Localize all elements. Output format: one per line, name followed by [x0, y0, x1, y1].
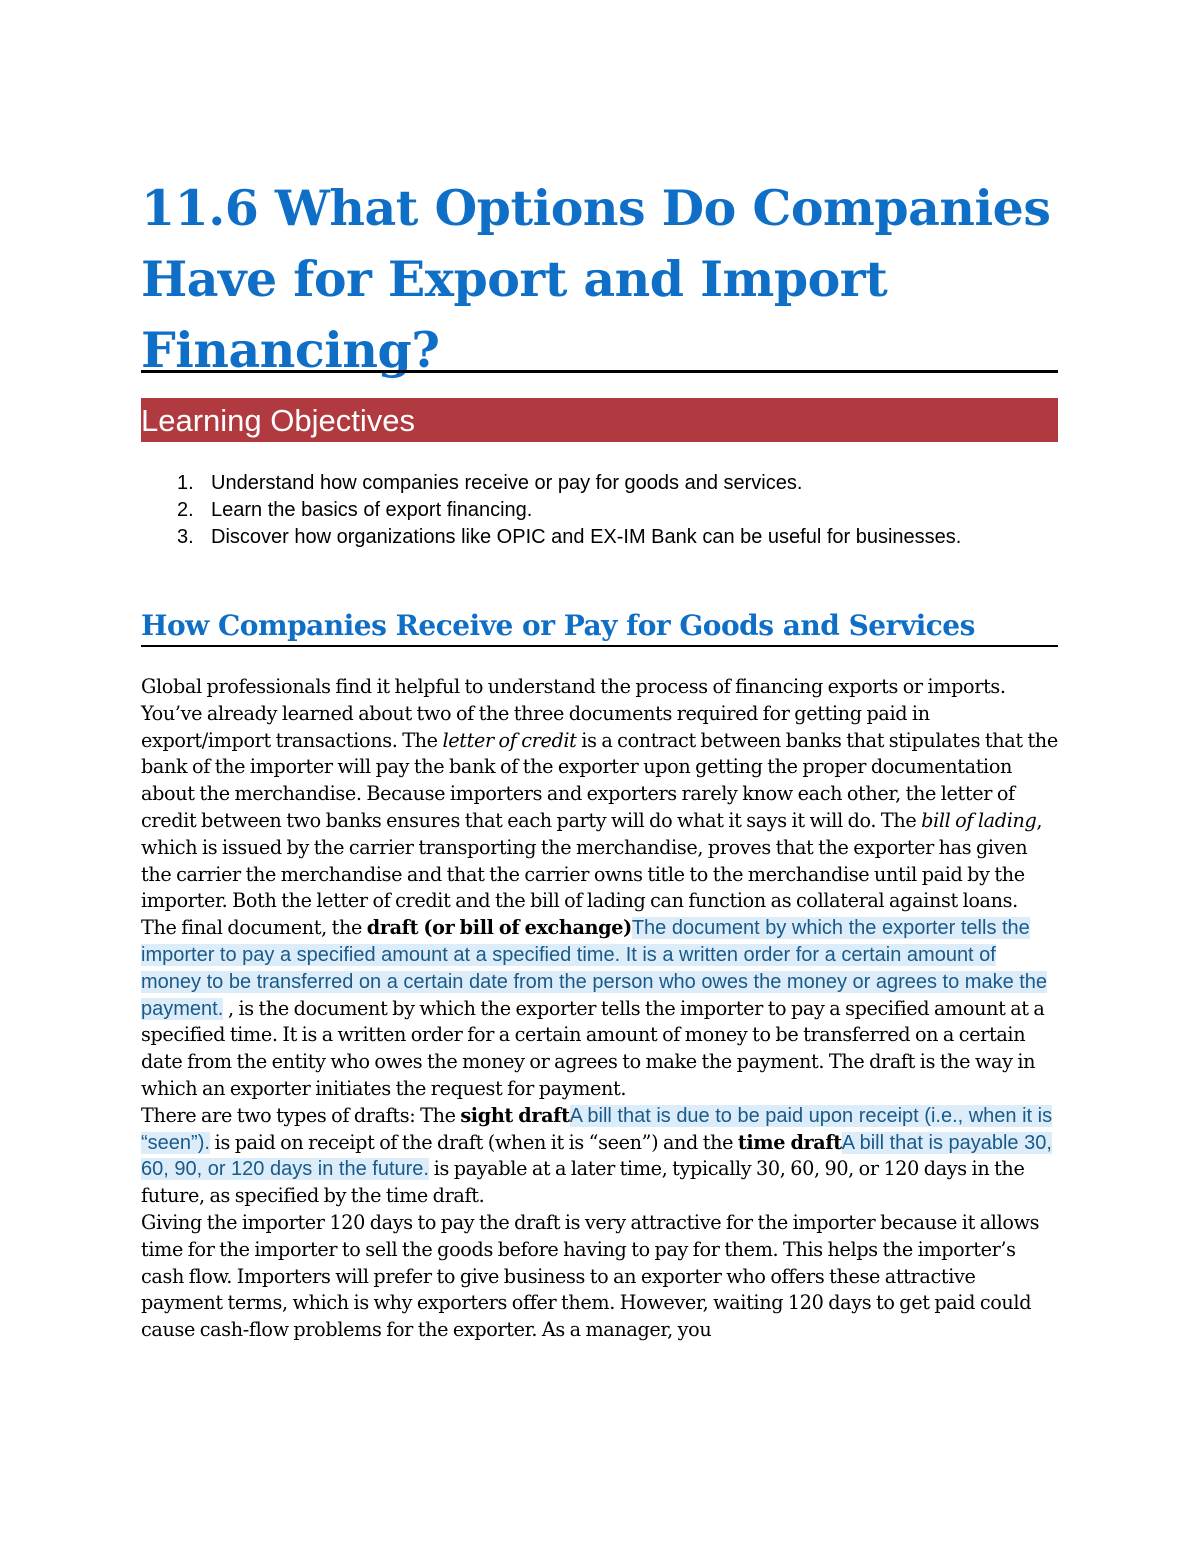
text-run: is paid on receipt of the draft (when it is “seen”) and the — [209, 1130, 738, 1154]
term-draft: draft (or bill of exchange) — [366, 916, 632, 940]
title-divider — [141, 370, 1058, 373]
objective-number: 1. — [177, 472, 194, 494]
objective-item — [141, 470, 1058, 497]
term-bill-of-lading: bill of lading — [921, 808, 1037, 832]
objective-text: Learn the basics of export financing. — [211, 499, 533, 521]
term-time-draft: time draft — [737, 1130, 842, 1154]
text-run: Global professionals find it helpful to understand the process of financing exports or imports. You’ve already learned about two of the three documents required for getting paid in export/import transactions. The — [141, 675, 1006, 752]
learning-objectives-list — [141, 470, 1058, 551]
glossary-definition-sight-draft: A bill that is due to be paid upon receipt (i.e., when it is “seen”). — [141, 1104, 1053, 1154]
learning-objectives-heading: Learning Objectives — [141, 403, 415, 438]
objective-item — [141, 524, 1058, 551]
page-title: 11.6 What Options Do Companies Have for Export and Import Financing? — [141, 179, 1051, 379]
objective-number: 2. — [177, 499, 194, 521]
section-divider — [141, 645, 1058, 647]
body-text — [141, 674, 1058, 1344]
learning-objectives-banner — [141, 398, 1058, 442]
text-run: , is the document by which the exporter tells the importer to pay a specified amount at a specified time. It is a written order for a certain amount of money to be transferred on a certain date from the entity who owes the money or agrees to make the payment. The draft is the way in which an exporter initiates the request for payment. — [141, 996, 1045, 1100]
glossary-definition-draft: The document by which the exporter tells the importer to pay a specified amount at a specified time. It is a written order for a certain amount of money to be transferred on a certain date from the person who owes the money or agrees to make the payment. — [141, 917, 1048, 1020]
objective-text: Understand how companies receive or pay for goods and services. — [211, 472, 803, 494]
paragraph-payment-terms: Giving the importer 120 days to pay the draft is very attractive for the importer because it allows time for the importer to sell the goods before having to pay for them. This helps the importer’s cash flow. Importers will prefer to give business to an exporter who offers these attractive payment terms, which is why exporters offer them. However, waiting 120 days to get paid could cause cash-flow problems for the exporter. As a manager, you — [141, 1210, 1040, 1342]
section-heading: How Companies Receive or Pay for Goods and Services — [141, 609, 975, 642]
objective-text: Discover how organizations like OPIC and EX-IM Bank can be useful for businesses. — [211, 526, 962, 548]
objective-number: 3. — [177, 526, 194, 548]
objective-item — [141, 497, 1058, 524]
glossary-definition-time-draft: A bill that is payable 30, 60, 90, or 120 days in the future. — [141, 1131, 1052, 1181]
paragraph-draft-types — [141, 1103, 1058, 1210]
text-run: is payable at a later time, typically 30, 60, 90, or 120 days in the future, as specified by the time draft. — [141, 1157, 1025, 1208]
text-run: is a contract between banks that stipulates that the bank of the importer will pay the bank of the exporter upon getting the proper documentation about the merchandise. Because importers and exporters rarely know each other, the letter of credit between two banks ensures that each party will do what it says it will do. The — [141, 728, 1058, 832]
term-sight-draft: sight draft — [460, 1103, 570, 1127]
text-run: , which is issued by the carrier transporting the merchandise, proves that the exporter has given the carrier the merchandise and that the carrier owns title to the merchandise until paid by the importer. Both the letter of credit and the bill of lading can function as collateral against loans. The final document, the — [141, 808, 1043, 940]
term-letter-of-credit: letter of credit — [442, 728, 577, 752]
text-run: There are two types of drafts: The — [141, 1103, 461, 1127]
paragraph-documents — [141, 674, 1058, 1103]
